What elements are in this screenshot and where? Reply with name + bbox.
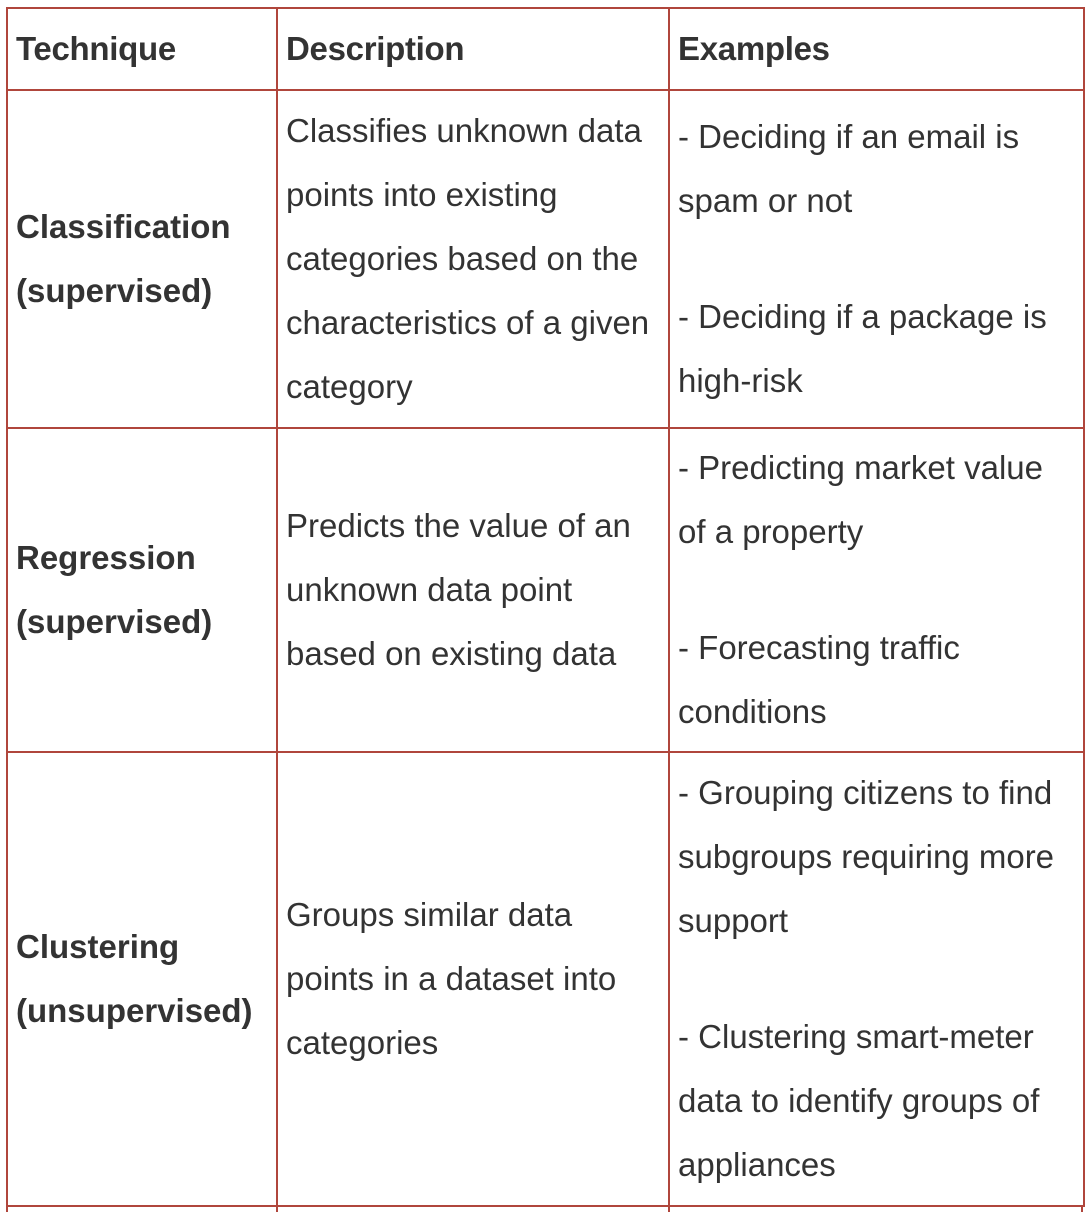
header-examples: Examples	[669, 8, 1084, 90]
technique-name: Classification	[16, 208, 231, 245]
example-item: - Clustering smart-meter data to identify groups of appliances	[678, 1018, 1040, 1183]
description-cell: Classifies unknown data points into existing categories based on the characteristics of a given category	[277, 90, 669, 428]
column-divider	[276, 1206, 278, 1212]
technique-type: (supervised)	[16, 272, 213, 309]
description-cell: Groups similar data points in a dataset into categories	[277, 752, 669, 1206]
table-row	[7, 90, 1084, 428]
example-item: - Forecasting traffic conditions	[678, 629, 960, 730]
table-header-row	[7, 8, 1084, 90]
header-technique: Technique	[7, 8, 277, 90]
technique-cell	[7, 90, 277, 428]
technique-type: (unsupervised)	[16, 992, 253, 1029]
examples-cell	[669, 90, 1084, 428]
example-item: - Deciding if an email is spam or not	[678, 118, 1020, 219]
example-item: - Deciding if a package is high-risk	[678, 298, 1047, 399]
column-divider	[668, 1206, 670, 1212]
technique-cell	[7, 428, 277, 752]
example-spacer	[678, 953, 1075, 1005]
example-item: - Predicting market value of a property	[678, 449, 1043, 550]
techniques-table	[6, 7, 1085, 1207]
techniques-table-container	[6, 7, 1083, 1207]
table-row	[7, 752, 1084, 1206]
header-description: Description	[277, 8, 669, 90]
table-row	[7, 428, 1084, 752]
technique-type: (supervised)	[16, 603, 213, 640]
example-spacer	[678, 564, 1075, 616]
examples-cell	[669, 752, 1084, 1206]
examples-cell	[669, 428, 1084, 752]
technique-cell	[7, 752, 277, 1206]
example-spacer	[678, 233, 1075, 285]
technique-name: Clustering	[16, 928, 180, 965]
description-cell: Predicts the value of an unknown data point based on existing data	[277, 428, 669, 752]
technique-name: Regression	[16, 539, 196, 576]
next-row-edge	[6, 1206, 1083, 1212]
example-item: - Grouping citizens to find subgroups requiring more support	[678, 774, 1055, 939]
